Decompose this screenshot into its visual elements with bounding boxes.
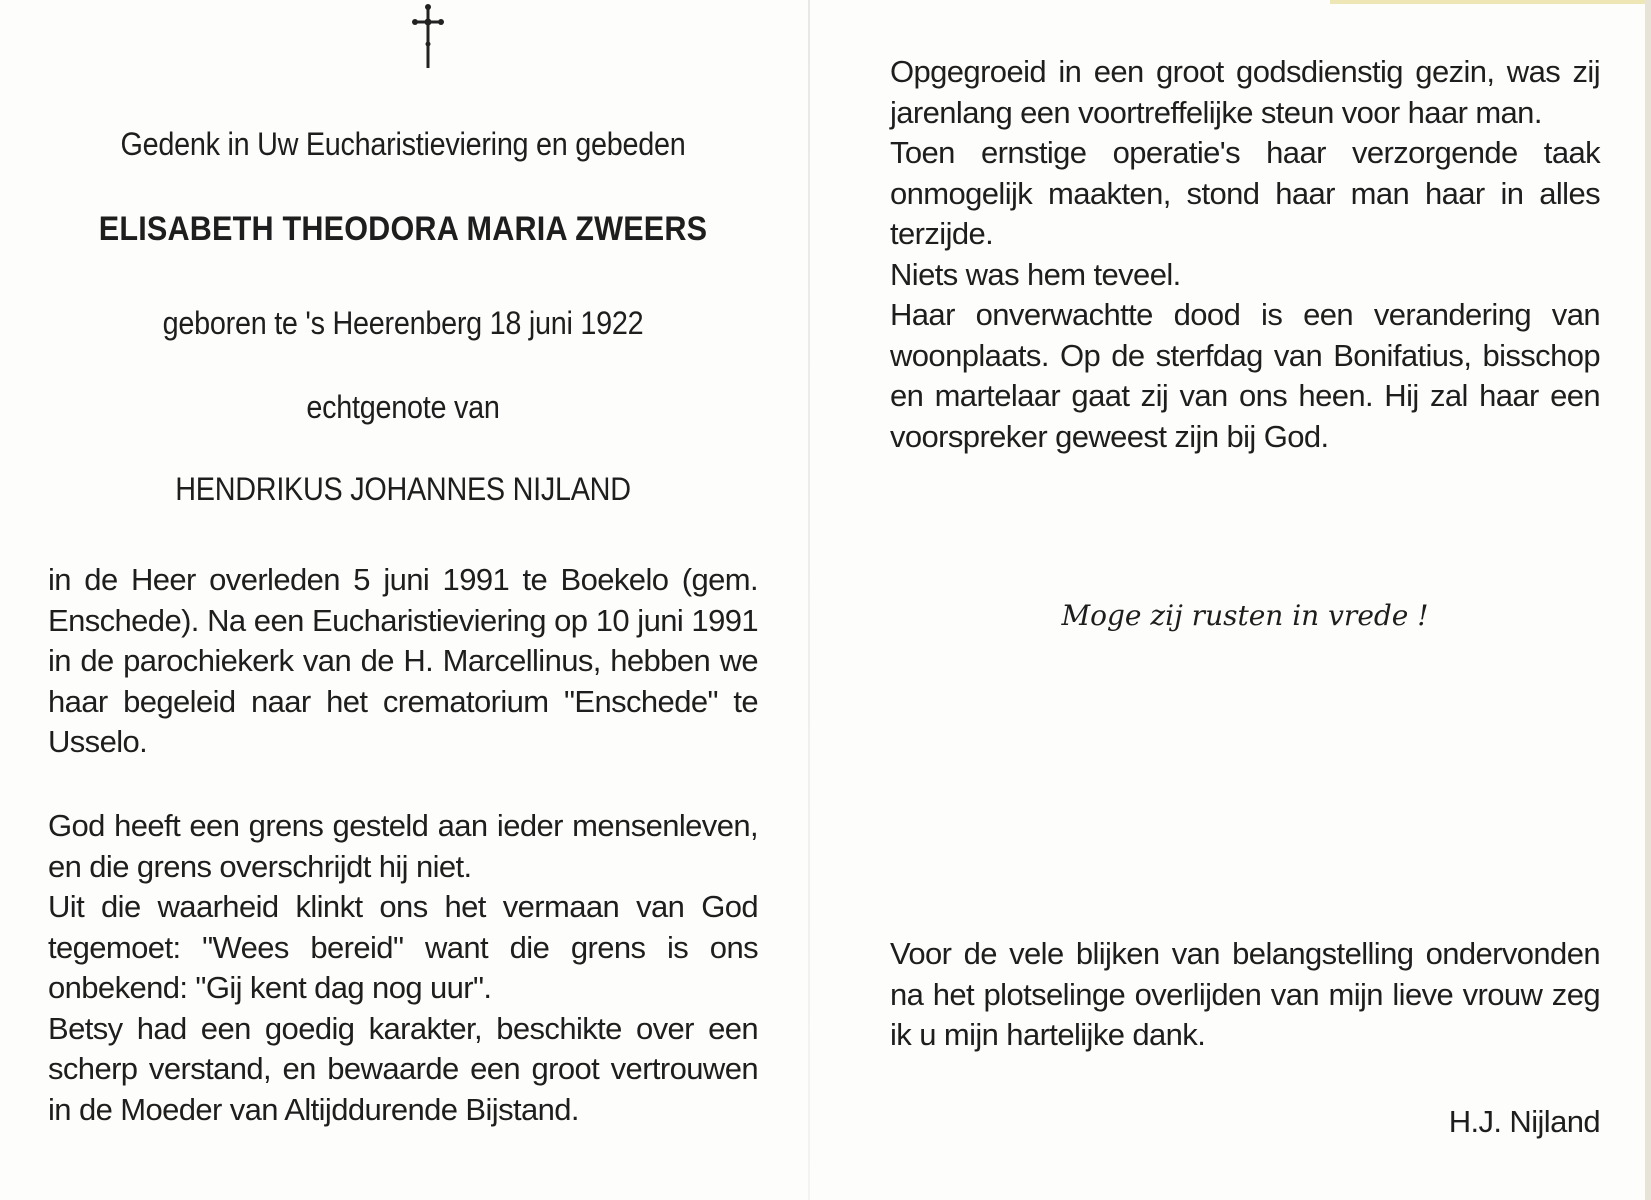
life-paragraph: [890, 52, 1600, 457]
thanks-paragraph: [890, 934, 1600, 1056]
spouse-name: HENDRIKUS JOHANNES NIJLAND: [175, 471, 631, 507]
thanks-text: Voor de vele blijken van belangstelling ondervonden na het plotselinge overlijden van mijn lieve vrouw zeg ik u mijn hartelijke dank.: [890, 936, 1600, 1052]
reflection-paragraph: [48, 806, 758, 1130]
card-edge: [1645, 0, 1651, 1200]
birth-line: geboren te 's Heerenberg 18 juni 1922: [162, 305, 644, 341]
left-panel: [48, 0, 758, 1200]
reflection-line-3: Betsy had een goedig karakter, beschikte over een scherp verstand, en bewaarde een groot vertrouwen in de Moeder van Altijddurende Bijstand.: [48, 1010, 758, 1127]
life-line-1: Opgegroeid in een groot godsdienstig gezin, was zij jarenlang een voortreffelijke steun voor haar man.: [890, 54, 1600, 130]
intro-line: Gedenk in Uw Eucharistieviering en gebeden: [120, 126, 686, 162]
motto: Moge zij rusten in vrede !: [1061, 599, 1429, 632]
right-panel: [890, 0, 1600, 1200]
cross-icon: [408, 4, 448, 72]
death-text: in de Heer overleden 5 juni 1991 te Boekelo (gem. Enschede). Na een Eucharistieviering op 10 juni 1991 in de parochiekerk van de H. Marcellinus, hebben we haar begeleid naar het crematorium "Enschede" te Usselo.: [48, 562, 758, 759]
life-line-3: Niets was hem teveel.: [890, 256, 1181, 292]
reflection-line-1: God heeft een grens gesteld aan ieder mensenleven, en die grens overschrijdt hij niet.: [48, 808, 758, 884]
life-line-4: Haar onverwachtte dood is een verandering van woonplaats. Op de sterfdag van Bonifatius, bisschop en martelaar gaat zij van ons heen. Hij zal haar een voorspreker geweest zijn bij God.: [890, 297, 1600, 454]
reflection-line-2: Uit die waarheid klinkt ons het vermaan van God tegemoet: "Wees bereid" want die grens is ons onbekend: "Gij kent dag nog uur".: [48, 889, 758, 1005]
spouse-intro: echtgenote van: [306, 389, 500, 425]
life-line-2: Toen ernstige operatie's haar verzorgende taak onmogelijk maakten, stond haar man haar in alles terzijde.: [890, 135, 1600, 251]
death-paragraph: [48, 560, 758, 763]
signature: H.J. Nijland: [1448, 1104, 1600, 1139]
card-fold: [808, 0, 810, 1200]
deceased-name: ELISABETH THEODORA MARIA ZWEERS: [98, 210, 708, 248]
